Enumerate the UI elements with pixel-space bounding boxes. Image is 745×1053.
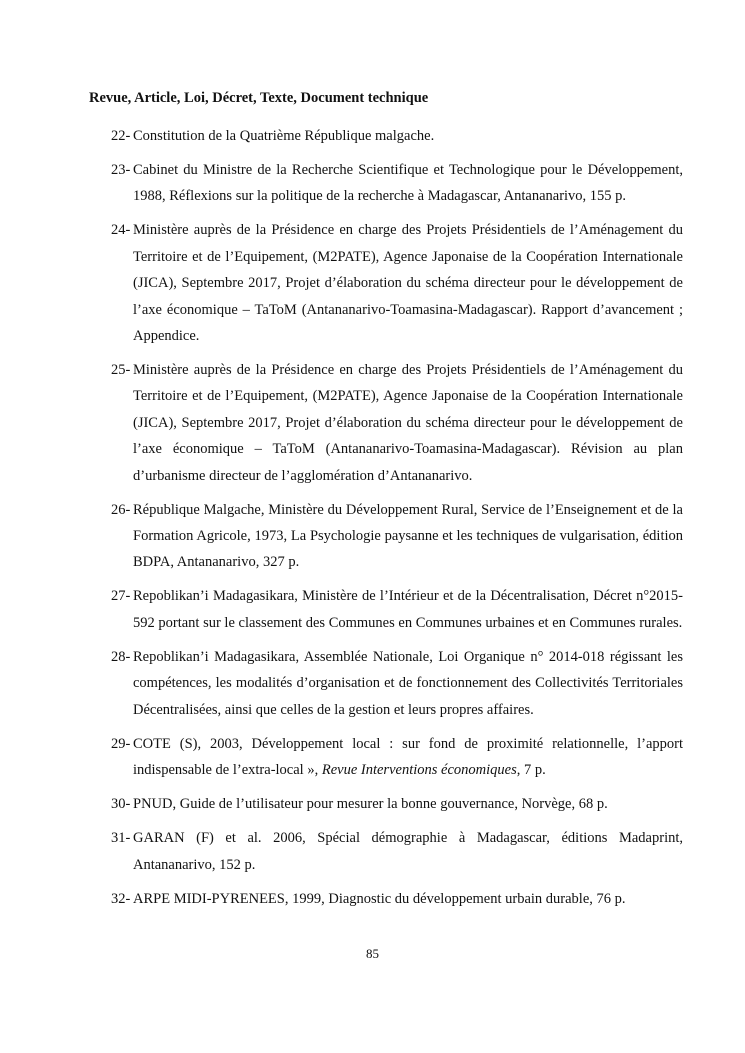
reference-text: ARPE MIDI-PYRENEES, 1999, Diagnostic du développement urbain durable, 76 p. <box>133 890 626 907</box>
reference-number: 29- <box>111 735 131 752</box>
reference-text: GARAN (F) et al. 2006, Spécial démographie à Madagascar, éditions Madaprint, Antananarivo, 152 p. <box>133 830 683 873</box>
reference-item <box>111 357 683 489</box>
reference-item <box>111 123 683 149</box>
section-heading: Revue, Article, Loi, Décret, Texte, Document technique <box>89 90 429 106</box>
reference-number: 26- <box>111 501 131 518</box>
reference-text: République Malgache, Ministère du Développement Rural, Service de l’Enseignement et de la Formation Agricole, 1973, La Psychologie paysanne et les techniques de vulgarisation, édition BDPA, Antananarivo, 327 p. <box>133 501 683 571</box>
reference-number: 28- <box>111 648 131 665</box>
reference-list <box>111 123 683 920</box>
reference-item <box>111 791 683 817</box>
reference-number: 23- <box>111 162 131 178</box>
reference-item <box>111 886 683 912</box>
reference-number: 30- <box>111 796 131 813</box>
reference-text-after: , 7 p. <box>516 762 546 779</box>
reference-text: Ministère auprès de la Présidence en charge des Projets Présidentiels de l’Aménagement du Territoire et de l’Equipement, (M2PATE), Agence Japonaise de la Coopération Internationale (JICA), Septembre 2017, Projet d’élaboration du schéma directeur pour le développement de l’axe économique – TaToM (Antananarivo-Toamasina-Madagascar). Rapport d’avancement ; Appendice. <box>133 222 683 345</box>
reference-item <box>111 157 683 210</box>
reference-item <box>111 497 683 576</box>
reference-item <box>111 731 683 784</box>
reference-item <box>111 825 683 878</box>
reference-text <box>133 736 683 778</box>
reference-text: PNUD, Guide de l’utilisateur pour mesurer la bonne gouvernance, Norvège, 68 p. <box>133 796 608 813</box>
reference-number: 32- <box>111 890 131 907</box>
reference-number: 27- <box>111 588 131 605</box>
reference-number: 31- <box>111 830 131 847</box>
journal-title: Revue Interventions économiques <box>321 762 517 779</box>
reference-item <box>111 583 683 636</box>
reference-number: 22- <box>111 128 131 144</box>
reference-text: Repoblikan’i Madagasikara, Assemblée Nationale, Loi Organique n° 2014-018 régissant les compétences, les modalités d’organisation et de fonctionnement des Collectivités Territoriales Décentralisées, ainsi que celles de la gestion et leurs propres affaires. <box>133 648 683 718</box>
reference-text-before: COTE (S), 2003, Développement local : sur fond de proximité relationnelle, l’apport indispensable de l’extra-local », <box>133 735 683 779</box>
reference-number: 25- <box>111 362 131 379</box>
reference-item <box>111 644 683 723</box>
reference-text: Ministère auprès de la Présidence en charge des Projets Présidentiels de l’Aménagement du Territoire et de l’Equipement, (M2PATE), Agence Japonaise de la Coopération Internationale (JICA), Septembre 2017, Projet d’élaboration du schéma directeur pour le développement de l’axe économique – TaToM (Antananarivo-Toamasina-Madagascar). Révision au plan d’urbanisme directeur de l’agglomération d’Antananarivo. <box>133 362 683 484</box>
reference-item <box>111 217 683 349</box>
page-number: 85 <box>366 946 379 961</box>
reference-text: Cabinet du Ministre de la Recherche Scientifique et Technologique pour le Développement, 1988, Réflexions sur la politique de la recherche à Madagascar, Antananarivo, 155 p. <box>133 162 683 205</box>
reference-number: 24- <box>111 222 131 239</box>
reference-text: Repoblikan’i Madagasikara, Ministère de l’Intérieur et de la Décentralisation, Décret n°2015-592 portant sur le classement des Communes en Communes urbaines et en Communes rurales. <box>133 588 683 631</box>
reference-text: Constitution de la Quatrième République malgache. <box>133 128 435 144</box>
